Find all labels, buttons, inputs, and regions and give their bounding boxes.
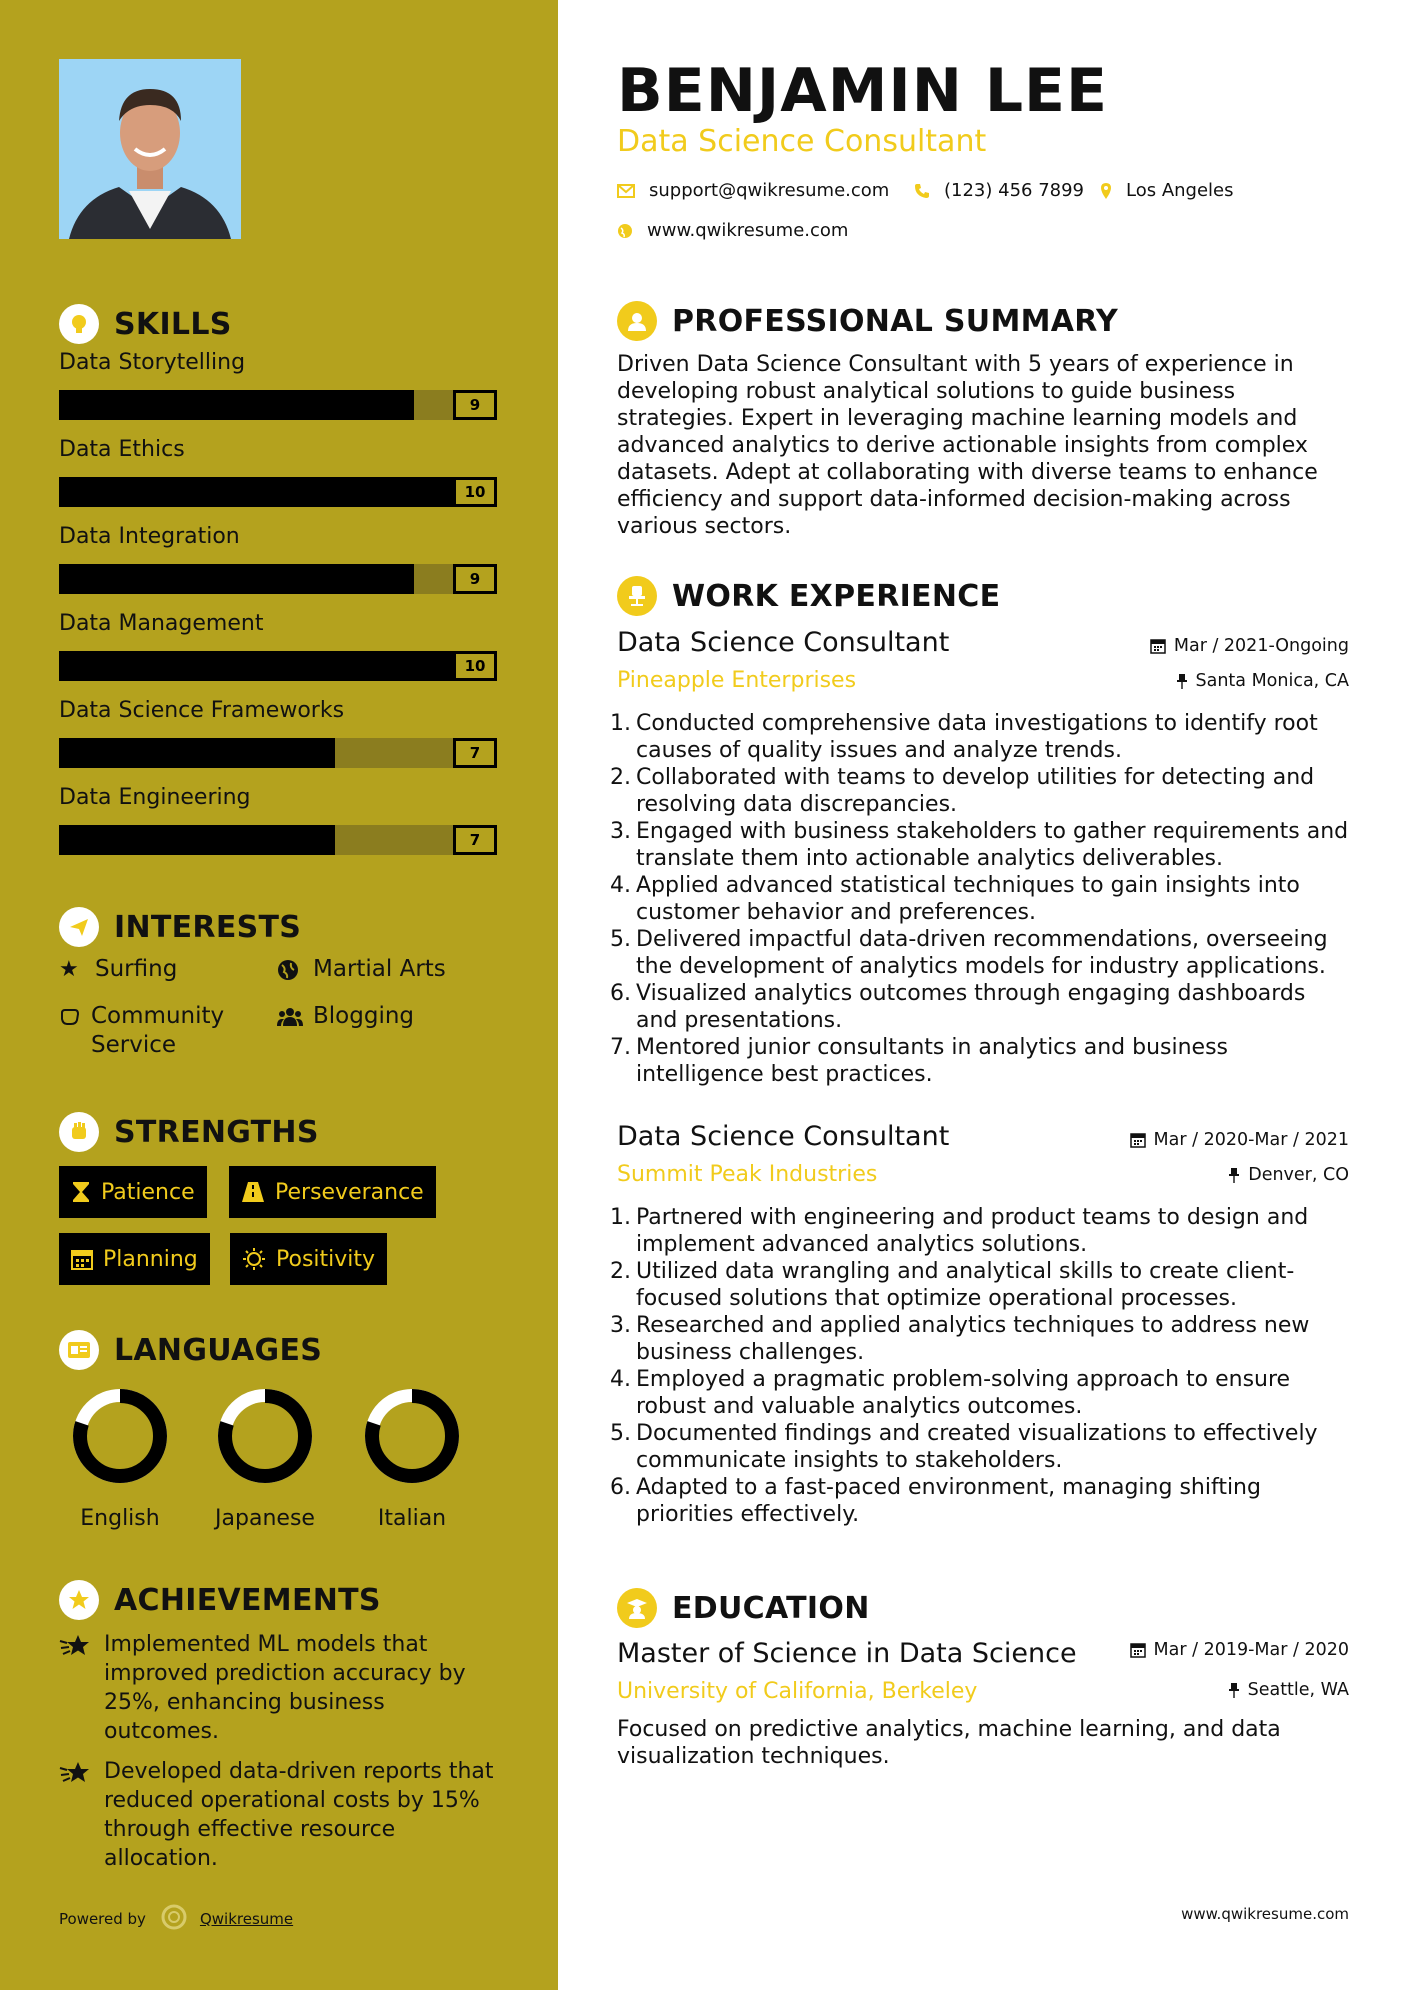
fist-icon <box>59 1112 99 1152</box>
email-text: support@qwikresume.com <box>649 180 890 201</box>
skill-bar <box>59 477 497 507</box>
job-dates-text: Mar / 2020-Mar / 2021 <box>1153 1130 1349 1150</box>
skill-bar <box>59 825 497 855</box>
calendar-icon <box>1150 638 1166 654</box>
skill-name: Data Ethics <box>59 437 185 462</box>
skill-bar-fill <box>59 738 335 768</box>
skill-bar-fill <box>59 564 414 594</box>
skills-title: SKILLS <box>114 306 232 342</box>
skill-bar-fill <box>59 825 335 855</box>
languages-title: LANGUAGES <box>114 1332 323 1368</box>
users-icon <box>277 1002 303 1037</box>
skill-name: Data Integration <box>59 524 240 549</box>
shooting-star-icon <box>59 1630 104 1746</box>
map-pin-icon <box>1100 182 1112 200</box>
strength-label: Patience <box>101 1179 195 1205</box>
skill-bar <box>59 738 497 768</box>
education-school: University of California, Berkeley <box>617 1679 978 1704</box>
interest-label: Martial Arts <box>313 956 446 982</box>
interest-label: Surfing <box>95 956 178 982</box>
job-location-text: Denver, CO <box>1248 1165 1349 1185</box>
language-item <box>55 1386 185 1531</box>
strength-badge <box>59 1233 210 1285</box>
experience-title: WORK EXPERIENCE <box>672 578 1001 614</box>
contact-location <box>1100 180 1234 201</box>
skill-bar-fill <box>59 651 453 681</box>
skill-score: 9 <box>453 564 497 594</box>
star-badge-icon <box>59 1580 99 1620</box>
office-chair-icon <box>617 576 657 616</box>
job-bullet: 2. Collaborated with teams to develop utilities for detecting and resolving data discrepancies. <box>610 765 1315 817</box>
calendar-icon <box>71 1248 93 1270</box>
footer-website[interactable]: www.qwikresume.com <box>1181 1905 1349 1923</box>
summary-title: PROFESSIONAL SUMMARY <box>672 303 1119 339</box>
contact-email[interactable] <box>617 180 889 201</box>
qwikresume-link[interactable]: Qwikresume <box>199 1910 294 1928</box>
pushpin-icon <box>1228 1682 1240 1698</box>
interest-label: Community Service <box>91 1003 225 1058</box>
contact-website[interactable] <box>617 220 848 241</box>
skill-score: 10 <box>453 651 497 681</box>
skill-name: Data Science Frameworks <box>59 698 345 723</box>
skill-score: 10 <box>453 477 497 507</box>
achievements-title: ACHIEVEMENTS <box>114 1582 381 1618</box>
id-card-icon <box>59 1330 99 1370</box>
job-bullet: 5. Delivered impactful data-driven recommendations, overseeing the development of analytics models for industry applications. <box>610 927 1328 979</box>
job-title: Data Science Consultant <box>617 627 950 658</box>
interest-item <box>59 1002 249 1060</box>
job-bullet-text: Visualized analytics outcomes through engaging dashboards and presentations. <box>636 981 1306 1033</box>
strength-badge <box>230 1233 387 1285</box>
phone-icon <box>914 183 930 199</box>
achievement-text: Implemented ML models that improved prediction accuracy by 25%, enhancing business outcomes. <box>104 1632 466 1744</box>
interests-title: INTERESTS <box>114 909 302 945</box>
skill-name: Data Storytelling <box>59 350 246 375</box>
skill-bar-fill <box>59 390 414 420</box>
language-ring <box>362 1386 462 1486</box>
job-dates-text: Mar / 2021-Ongoing <box>1173 636 1349 656</box>
job-dates <box>1130 1130 1349 1150</box>
interest-item <box>277 955 446 990</box>
graduate-icon <box>617 1588 657 1628</box>
skill-item <box>59 437 499 507</box>
lightbulb-icon <box>59 304 99 344</box>
website-text: www.qwikresume.com <box>647 220 849 241</box>
language-name: English <box>80 1506 160 1531</box>
languages-heading <box>59 1328 322 1372</box>
strengths-heading <box>59 1110 319 1154</box>
globe-icon <box>617 223 633 239</box>
job-company: Pineapple Enterprises <box>617 668 857 693</box>
powered-by-label: Powered by <box>59 1910 146 1928</box>
skill-bar <box>59 564 497 594</box>
job-bullet: 3. Engaged with business stakeholders to gather requirements and translate them into actionable analytics deliverables. <box>610 819 1349 871</box>
education-dates-text: Mar / 2019-Mar / 2020 <box>1153 1640 1349 1660</box>
strength-badge <box>229 1166 436 1218</box>
job-bullet: 6. Visualized analytics outcomes through engaging dashboards and presentations. <box>610 981 1306 1033</box>
job-bullet-text: Engaged with business stakeholders to gather requirements and translate them into actionable analytics deliverables. <box>636 819 1349 871</box>
user-icon <box>617 301 657 341</box>
profile-photo <box>59 59 241 239</box>
achievement-item <box>59 1757 499 1873</box>
job-bullet: 6. Adapted to a fast-paced environment, managing shifting priorities effectively. <box>610 1475 1261 1527</box>
job-bullet-text: Mentored junior consultants in analytics and business intelligence best practices. <box>636 1035 1229 1087</box>
education-location <box>1228 1680 1349 1700</box>
contact-phone[interactable] <box>914 180 1084 201</box>
skill-score: 7 <box>453 738 497 768</box>
skill-name: Data Management <box>59 611 264 636</box>
strength-badge <box>59 1166 207 1218</box>
job-bullet-text: Employed a pragmatic problem-solving approach to ensure robust and valuable analytics outcomes. <box>636 1367 1291 1419</box>
sidebar <box>0 0 558 1990</box>
job-bullet-text: Conducted comprehensive data investigations to identify root causes of quality issues and analyze trends. <box>636 711 1318 763</box>
language-ring <box>70 1386 170 1486</box>
skill-item <box>59 785 499 855</box>
job-bullet: 4. Applied advanced statistical techniques to gain insights into customer behavior and preferences. <box>610 873 1300 925</box>
education-location-text: Seattle, WA <box>1247 1680 1349 1700</box>
job-location <box>1228 1165 1349 1185</box>
shooting-star-icon <box>59 1757 104 1873</box>
hand-icon <box>59 1002 81 1037</box>
phone-text: (123) 456 7899 <box>944 180 1085 201</box>
job-bullets <box>610 710 1350 1088</box>
pushpin-icon <box>1228 1167 1240 1183</box>
language-ring <box>215 1386 315 1486</box>
candidate-name: BENJAMIN LEE <box>617 56 1109 126</box>
star-icon: ★ <box>59 957 79 982</box>
job-bullet: 7. Mentored junior consultants in analytics and business intelligence best practices. <box>610 1035 1229 1087</box>
pushpin-icon <box>1176 673 1188 689</box>
job-location-text: Santa Monica, CA <box>1195 671 1349 691</box>
job-bullet: 4. Employed a pragmatic problem-solving approach to ensure robust and valuable analytics outcomes. <box>610 1367 1291 1419</box>
interests-heading <box>59 905 301 949</box>
job-bullet-text: Documented findings and created visualizations to effectively communicate insights to stakeholders. <box>636 1421 1318 1473</box>
skill-bar <box>59 651 497 681</box>
skill-score: 9 <box>453 390 497 420</box>
job-bullet: 3. Researched and applied analytics techniques to address new business challenges. <box>610 1313 1310 1365</box>
education-description: Focused on predictive analytics, machine learning, and data visualization techniques. <box>617 1717 1281 1769</box>
interest-label: Blogging <box>313 1003 415 1029</box>
calendar-icon <box>1130 1132 1146 1148</box>
interest-item <box>277 1002 414 1037</box>
strength-label: Planning <box>103 1246 198 1272</box>
job-bullet-text: Researched and applied analytics techniques to address new business challenges. <box>636 1313 1310 1365</box>
skill-name: Data Engineering <box>59 785 251 810</box>
job-bullet: 1. Conducted comprehensive data investigations to identify root causes of quality issues and analyze trends. <box>610 711 1318 763</box>
road-icon <box>241 1181 265 1203</box>
job-bullet: 2. Utilized data wrangling and analytical skills to create client-focused solutions that optimize operational processes. <box>610 1259 1295 1311</box>
job-bullets <box>610 1204 1350 1528</box>
achievement-item <box>59 1630 499 1746</box>
globe-icon <box>277 955 303 990</box>
education-degree: Master of Science in Data Science <box>617 1638 1077 1669</box>
skill-item <box>59 524 499 594</box>
language-name: Italian <box>377 1506 447 1531</box>
education-dates <box>1130 1640 1349 1660</box>
job-title: Data Science Consultant <box>617 1121 950 1152</box>
skill-item <box>59 350 499 420</box>
job-bullet-text: Collaborated with teams to develop utilities for detecting and resolving data discrepancies. <box>636 765 1315 817</box>
interest-item <box>59 955 177 985</box>
skill-bar-fill <box>59 477 453 507</box>
qwikresume-logo-icon <box>160 1903 188 1935</box>
job-bullet: 1. Partnered with engineering and product teams to design and implement advanced analytics solutions. <box>610 1205 1309 1257</box>
skill-item <box>59 698 499 768</box>
job-bullet-text: Adapted to a fast-paced environment, managing shifting priorities effectively. <box>636 1475 1261 1527</box>
education-heading <box>617 1586 870 1630</box>
strength-label: Perseverance <box>275 1179 424 1205</box>
job-bullet-text: Delivered impactful data-driven recommendations, overseeing the development of analytics models for industry applications. <box>636 927 1328 979</box>
achievements-heading <box>59 1578 381 1622</box>
skill-bar <box>59 390 497 420</box>
calendar-icon <box>1130 1642 1146 1658</box>
summary-text: Driven Data Science Consultant with 5 years of experience in developing robust analytical solutions to guide business strategies. Expert in leveraging machine learning models and advanced analytics to derive actionable insights from complex datasets. Adept at collaborating with diverse teams to enhance efficiency and support data-informed decision-making across various sectors. <box>617 352 1318 539</box>
paper-plane-icon <box>59 907 99 947</box>
sun-icon <box>242 1247 266 1271</box>
language-item <box>347 1386 477 1531</box>
language-item <box>200 1386 330 1531</box>
job-bullet-text: Utilized data wrangling and analytical skills to create client-focused solutions that optimize operational processes. <box>636 1259 1295 1311</box>
job-bullet: 5. Documented findings and created visualizations to effectively communicate insights to stakeholders. <box>610 1421 1318 1473</box>
strengths-title: STRENGTHS <box>114 1114 319 1150</box>
skills-heading <box>59 302 232 346</box>
summary-heading <box>617 299 1118 343</box>
job-company: Summit Peak Industries <box>617 1162 878 1187</box>
location-text: Los Angeles <box>1126 180 1234 201</box>
job-bullet-text: Applied advanced statistical techniques to gain insights into customer behavior and preferences. <box>636 873 1300 925</box>
education-title: EDUCATION <box>672 1590 870 1626</box>
envelope-icon <box>617 184 635 198</box>
achievement-text: Developed data-driven reports that reduced operational costs by 15% through effective resource allocation. <box>104 1759 494 1871</box>
skill-score: 7 <box>453 825 497 855</box>
experience-heading <box>617 574 1000 618</box>
strength-label: Positivity <box>276 1246 376 1272</box>
job-bullet-text: Partnered with engineering and product teams to design and implement advanced analytics solutions. <box>636 1205 1309 1257</box>
candidate-role: Data Science Consultant <box>617 124 987 159</box>
powered-by <box>59 1903 293 1935</box>
skill-item <box>59 611 499 681</box>
job-location <box>1176 671 1350 691</box>
hourglass-icon <box>71 1181 91 1203</box>
job-dates <box>1150 636 1349 656</box>
language-name: Japanese <box>215 1506 315 1531</box>
